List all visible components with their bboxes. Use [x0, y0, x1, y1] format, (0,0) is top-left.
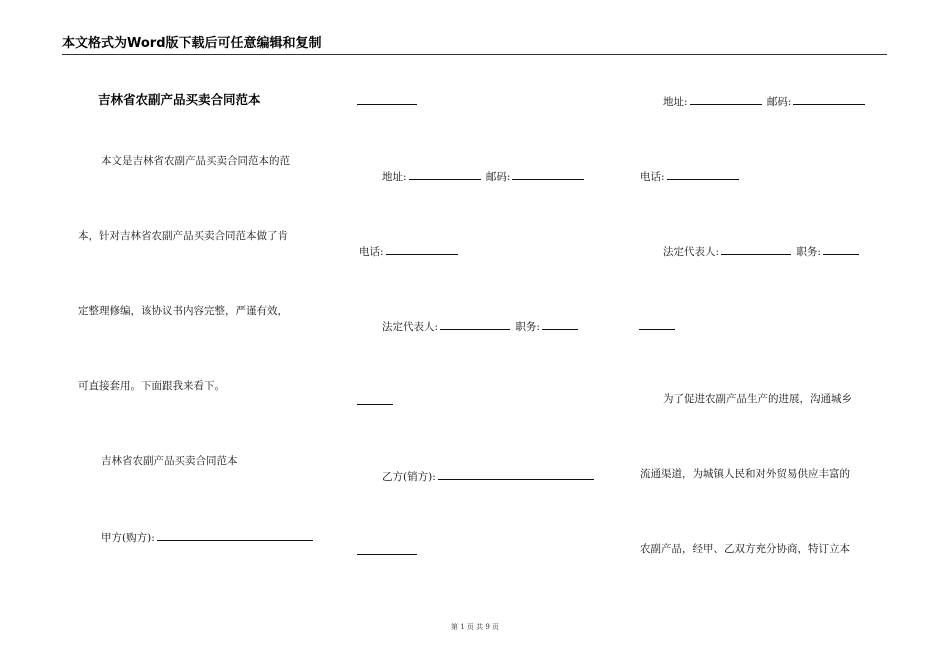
buyer-legal-rep-label: 法定代表人:	[382, 321, 439, 333]
seller-postcode-label: 邮码:	[766, 96, 792, 108]
seller-position-continuation-blank[interactable]	[639, 328, 675, 330]
seller-postcode-blank[interactable]	[793, 93, 865, 105]
buyer-label: 甲方(购方):	[101, 532, 155, 544]
buyer-postcode-label: 邮码:	[485, 171, 511, 183]
intro-line-4: 可直接套用。下面跟我来看下。	[78, 380, 225, 392]
buyer-address-line	[382, 168, 586, 184]
column-1	[0, 0, 340, 672]
buyer-name-blank[interactable]	[157, 529, 313, 541]
buyer-postcode-blank[interactable]	[512, 168, 584, 180]
seller-phone-blank[interactable]	[667, 168, 739, 180]
buyer-address-label: 地址:	[382, 171, 407, 183]
seller-address-line	[663, 93, 867, 109]
buyer-legal-rep-line	[382, 318, 580, 334]
column-2	[340, 0, 630, 672]
buyer-position-blank[interactable]	[542, 318, 578, 330]
buyer-continuation-blank[interactable]	[357, 103, 417, 105]
buyer-line	[101, 529, 315, 545]
buyer-phone-blank[interactable]	[386, 243, 458, 255]
seller-label: 乙方(销方):	[382, 471, 436, 483]
seller-legal-rep-line	[663, 243, 861, 259]
buyer-position-continuation-blank[interactable]	[357, 403, 393, 405]
buyer-position-label: 职务:	[515, 321, 540, 333]
seller-position-label: 职务:	[796, 246, 821, 258]
intro-line-3: 定整理修编，该协议书内容完整，严谨有效，	[78, 305, 288, 317]
header-text: 本文格式为Word版下载后可任意编辑和复制	[62, 36, 322, 51]
document-title: 吉林省农副产品买卖合同范本	[98, 92, 261, 107]
body-line-3: 农副产品，经甲、乙双方充分协商，特订立本	[640, 543, 850, 555]
page-number: 第 1 页 共 9 页	[450, 623, 500, 631]
seller-address-label: 地址:	[663, 96, 688, 108]
seller-name-blank[interactable]	[438, 468, 594, 480]
column-3	[630, 0, 950, 672]
buyer-phone-line	[359, 243, 460, 259]
contract-subtitle: 吉林省农副产品买卖合同范本	[101, 455, 238, 467]
buyer-address-blank[interactable]	[409, 168, 481, 180]
seller-legal-rep-blank[interactable]	[721, 243, 791, 255]
seller-line	[382, 468, 596, 484]
seller-address-blank[interactable]	[690, 93, 762, 105]
seller-legal-rep-label: 法定代表人:	[663, 246, 720, 258]
seller-position-blank[interactable]	[823, 243, 859, 255]
buyer-legal-rep-blank[interactable]	[440, 318, 510, 330]
body-line-2: 流通渠道，为城镇人民和对外贸易供应丰富的	[640, 468, 850, 480]
buyer-phone-label: 电话:	[359, 246, 384, 258]
seller-continuation-blank[interactable]	[357, 553, 417, 555]
seller-phone-label: 电话:	[640, 171, 665, 183]
body-line-1: 为了促进农副产品生产的进展，沟通城乡	[663, 393, 852, 405]
intro-line-2: 本，针对吉林省农副产品买卖合同范本做了肯	[78, 230, 288, 242]
seller-phone-line	[640, 168, 741, 184]
intro-line-1: 本文是吉林省农副产品买卖合同范本的范	[101, 155, 290, 167]
